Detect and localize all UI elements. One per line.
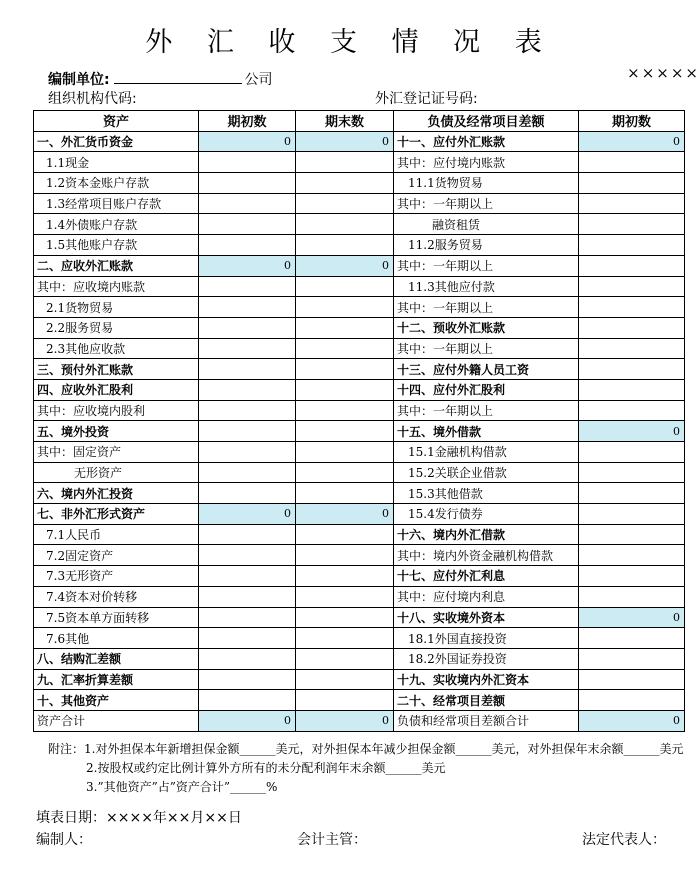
table-row xyxy=(34,400,685,421)
table-row xyxy=(34,421,685,442)
liability-label: 融资租赁 xyxy=(394,214,579,235)
liability-label: 十九、实收境内外汇资本 xyxy=(394,669,579,690)
liability-label: 其中：应付境内利息 xyxy=(394,586,579,607)
table-row xyxy=(34,317,685,338)
asset-label: 无形资产 xyxy=(34,462,199,483)
table-row xyxy=(34,442,685,463)
asset-label: 十、其他资产 xyxy=(34,690,199,711)
liability-begin-cell[interactable] xyxy=(579,566,685,587)
begin-value-cell[interactable]: 0 xyxy=(199,255,296,276)
asset-label: 八、结购汇差额 xyxy=(34,648,199,669)
fill-date: 填表日期：××××年××月××日 xyxy=(36,810,242,826)
liability-label: 15.3其他借款 xyxy=(394,483,579,504)
begin-value-cell[interactable] xyxy=(199,359,296,380)
liability-begin-cell[interactable] xyxy=(579,214,685,235)
liability-begin-cell[interactable] xyxy=(579,193,685,214)
end-value-cell[interactable]: 0 xyxy=(296,131,394,152)
table-row xyxy=(34,462,685,483)
liability-label: 二十、经常项目差额 xyxy=(394,690,579,711)
end-value-cell[interactable] xyxy=(296,400,394,421)
asset-label: 二、应收外汇账款 xyxy=(34,255,199,276)
unit-blank[interactable] xyxy=(114,71,242,84)
begin-value-cell[interactable] xyxy=(199,690,296,711)
liability-begin-cell[interactable] xyxy=(579,173,685,194)
unit-suffix: 公司 xyxy=(244,72,273,88)
begin-value-cell[interactable] xyxy=(199,628,296,649)
liability-begin-cell[interactable] xyxy=(579,524,685,545)
end-value-cell[interactable] xyxy=(296,524,394,545)
unit-line xyxy=(48,69,272,89)
liability-label: 十三、应付外籍人员工资 xyxy=(394,359,579,380)
corner-code: ××××× xyxy=(627,64,700,82)
begin-value-cell[interactable] xyxy=(199,276,296,297)
begin-value-cell[interactable] xyxy=(199,483,296,504)
liability-begin-cell[interactable]: 0 xyxy=(579,131,685,152)
end-value-cell[interactable] xyxy=(296,607,394,628)
table-row xyxy=(34,255,685,276)
liability-label: 其中：应付境内账款 xyxy=(394,152,579,173)
liability-begin-cell[interactable] xyxy=(579,359,685,380)
table-row xyxy=(34,297,685,318)
end-value-cell[interactable] xyxy=(296,566,394,587)
asset-label: 其中：应收境内账款 xyxy=(34,276,199,297)
end-value-cell[interactable] xyxy=(296,359,394,380)
table-row xyxy=(34,710,685,731)
liability-label: 18.2外国证券投资 xyxy=(394,648,579,669)
table-header-row xyxy=(34,111,685,132)
liability-begin-cell[interactable] xyxy=(579,442,685,463)
note-2: 2.按股权或约定比例计算外方所有的未分配利润年末余额______美元 xyxy=(86,761,446,775)
asset-label: 三、预付外汇账款 xyxy=(34,359,199,380)
liability-label: 其中：境内外资金融机构借款 xyxy=(394,545,579,566)
liability-label: 15.1金融机构借款 xyxy=(394,442,579,463)
asset-label: 7.3无形资产 xyxy=(34,566,199,587)
end-value-cell[interactable] xyxy=(296,669,394,690)
col-header-begin: 期初数 xyxy=(199,111,296,132)
end-value-cell[interactable] xyxy=(296,276,394,297)
table-row xyxy=(34,214,685,235)
table-row xyxy=(34,607,685,628)
asset-label: 1.4外债账户存款 xyxy=(34,214,199,235)
liability-begin-cell[interactable] xyxy=(579,338,685,359)
asset-label: 2.1货物贸易 xyxy=(34,297,199,318)
preparer-label: 编制人： xyxy=(36,832,92,848)
end-value-cell[interactable] xyxy=(296,442,394,463)
liability-label: 十七、应付外汇利息 xyxy=(394,566,579,587)
begin-value-cell[interactable] xyxy=(199,669,296,690)
asset-label: 1.5其他账户存款 xyxy=(34,235,199,256)
liability-label: 十五、境外借款 xyxy=(394,421,579,442)
asset-label: 1.3经常项目账户存款 xyxy=(34,193,199,214)
asset-label: 7.4资本对价转移 xyxy=(34,586,199,607)
liability-label: 十六、境内外汇借款 xyxy=(394,524,579,545)
begin-value-cell[interactable] xyxy=(199,607,296,628)
table-row xyxy=(34,338,685,359)
table-row xyxy=(34,483,685,504)
table-row xyxy=(34,193,685,214)
end-value-cell[interactable] xyxy=(296,483,394,504)
end-value-cell[interactable] xyxy=(296,152,394,173)
table-row xyxy=(34,648,685,669)
begin-value-cell[interactable] xyxy=(199,586,296,607)
asset-label: 1.1现金 xyxy=(34,152,199,173)
col-header-end: 期末数 xyxy=(296,111,394,132)
begin-value-cell[interactable] xyxy=(199,566,296,587)
begin-value-cell[interactable] xyxy=(199,462,296,483)
begin-value-cell[interactable] xyxy=(199,379,296,400)
end-value-cell[interactable] xyxy=(296,379,394,400)
table-row xyxy=(34,235,685,256)
end-value-cell[interactable]: 0 xyxy=(296,255,394,276)
table-row xyxy=(34,524,685,545)
begin-value-cell[interactable]: 0 xyxy=(199,131,296,152)
end-value-cell[interactable] xyxy=(296,545,394,566)
liability-label: 11.1货物贸易 xyxy=(394,173,579,194)
end-value-cell[interactable] xyxy=(296,338,394,359)
begin-value-cell[interactable] xyxy=(199,400,296,421)
asset-label: 一、外汇货币资金 xyxy=(34,131,199,152)
col-header-liabilities: 负债及经常项目差额 xyxy=(394,111,579,132)
note-1: 附注：1.对外担保本年新增担保金额______美元，对外担保本年减少担保金额______美元，对外担保年末余额______美元 xyxy=(48,742,684,756)
col-header-assets: 资产 xyxy=(34,111,199,132)
liability-begin-cell[interactable] xyxy=(579,669,685,690)
end-value-cell[interactable] xyxy=(296,462,394,483)
asset-label: 1.2资本金账户存款 xyxy=(34,173,199,194)
begin-value-cell[interactable] xyxy=(199,152,296,173)
reg-no-label: 外汇登记证号码: xyxy=(375,91,478,107)
begin-value-cell[interactable] xyxy=(199,235,296,256)
table-row xyxy=(34,276,685,297)
unit-label: 编制单位: xyxy=(48,72,110,88)
table-row xyxy=(34,152,685,173)
asset-label: 六、境内外汇投资 xyxy=(34,483,199,504)
end-value-cell[interactable] xyxy=(296,628,394,649)
liability-label: 其中：一年期以上 xyxy=(394,338,579,359)
asset-label: 2.3其他应收款 xyxy=(34,338,199,359)
begin-value-cell[interactable] xyxy=(199,193,296,214)
liability-label: 其中：一年期以上 xyxy=(394,400,579,421)
begin-value-cell[interactable] xyxy=(199,214,296,235)
asset-label: 五、境外投资 xyxy=(34,421,199,442)
end-value-cell[interactable] xyxy=(296,297,394,318)
asset-label: 7.6其他 xyxy=(34,628,199,649)
liability-begin-cell[interactable]: 0 xyxy=(579,421,685,442)
notes xyxy=(48,740,683,797)
note-3: 3.”其他资产”占”资产合计”______% xyxy=(86,780,278,794)
liability-begin-cell[interactable] xyxy=(579,400,685,421)
liability-begin-cell[interactable] xyxy=(579,462,685,483)
table-row xyxy=(34,628,685,649)
table-row xyxy=(34,173,685,194)
page-title: 外 汇 收 支 情 况 表 xyxy=(145,27,555,58)
end-value-cell[interactable] xyxy=(296,648,394,669)
begin-value-cell[interactable] xyxy=(199,338,296,359)
table-row xyxy=(34,669,685,690)
liability-label: 其中：一年期以上 xyxy=(394,297,579,318)
liability-label: 十二、预收外汇账款 xyxy=(394,317,579,338)
asset-label: 九、汇率折算差额 xyxy=(34,669,199,690)
liability-begin-cell[interactable] xyxy=(579,690,685,711)
end-value-cell[interactable]: 0 xyxy=(296,710,394,731)
liability-begin-cell[interactable] xyxy=(579,297,685,318)
table-row xyxy=(34,690,685,711)
asset-label: 7.1人民币 xyxy=(34,524,199,545)
asset-label: 其中：应收境内股利 xyxy=(34,400,199,421)
end-value-cell[interactable] xyxy=(296,173,394,194)
asset-label: 2.2服务贸易 xyxy=(34,317,199,338)
asset-label: 7.2固定资产 xyxy=(34,545,199,566)
legal-rep-label: 法定代表人： xyxy=(582,832,666,848)
fx-table xyxy=(33,110,685,732)
liability-begin-cell[interactable] xyxy=(579,379,685,400)
end-value-cell[interactable] xyxy=(296,421,394,442)
table-row xyxy=(34,566,685,587)
liability-begin-cell[interactable]: 0 xyxy=(579,710,685,731)
end-value-cell[interactable] xyxy=(296,214,394,235)
liability-begin-cell[interactable] xyxy=(579,483,685,504)
begin-value-cell[interactable] xyxy=(199,442,296,463)
end-value-cell[interactable]: 0 xyxy=(296,504,394,525)
org-code-label: 组织机构代码: xyxy=(48,91,137,107)
liability-begin-cell[interactable] xyxy=(579,586,685,607)
table-row xyxy=(34,504,685,525)
asset-label: 其中：固定资产 xyxy=(34,442,199,463)
liability-begin-cell[interactable] xyxy=(579,152,685,173)
end-value-cell[interactable] xyxy=(296,193,394,214)
end-value-cell[interactable] xyxy=(296,586,394,607)
begin-value-cell[interactable]: 0 xyxy=(199,504,296,525)
liability-label: 十八、实收境外资本 xyxy=(394,607,579,628)
col-header-begin-2: 期初数 xyxy=(579,111,685,132)
end-value-cell[interactable] xyxy=(296,317,394,338)
table-row xyxy=(34,586,685,607)
liability-begin-cell[interactable] xyxy=(579,628,685,649)
liability-label: 11.3其他应付款 xyxy=(394,276,579,297)
liability-begin-cell[interactable] xyxy=(579,317,685,338)
table-row xyxy=(34,359,685,380)
liability-begin-cell[interactable] xyxy=(579,504,685,525)
liability-begin-cell[interactable] xyxy=(579,276,685,297)
begin-value-cell[interactable] xyxy=(199,317,296,338)
liability-begin-cell[interactable] xyxy=(579,255,685,276)
asset-label: 四、应收外汇股利 xyxy=(34,379,199,400)
begin-value-cell[interactable]: 0 xyxy=(199,710,296,731)
table-row xyxy=(34,379,685,400)
liability-label: 负债和经常项目差额合计 xyxy=(394,710,579,731)
liability-label: 11.2服务贸易 xyxy=(394,235,579,256)
end-value-cell[interactable] xyxy=(296,690,394,711)
begin-value-cell[interactable] xyxy=(199,421,296,442)
accountant-label: 会计主管： xyxy=(297,832,367,848)
table-row xyxy=(34,545,685,566)
begin-value-cell[interactable] xyxy=(199,648,296,669)
asset-label: 7.5资本单方面转移 xyxy=(34,607,199,628)
table-row xyxy=(34,131,685,152)
liability-begin-cell[interactable] xyxy=(579,648,685,669)
begin-value-cell[interactable] xyxy=(199,524,296,545)
liability-label: 十四、应付外汇股利 xyxy=(394,379,579,400)
liability-label: 15.2关联企业借款 xyxy=(394,462,579,483)
liability-label: 其中：一年期以上 xyxy=(394,255,579,276)
begin-value-cell[interactable] xyxy=(199,545,296,566)
asset-label: 资产合计 xyxy=(34,710,199,731)
liability-label: 其中：一年期以上 xyxy=(394,193,579,214)
liability-begin-cell[interactable]: 0 xyxy=(579,607,685,628)
liability-label: 十一、应付外汇账款 xyxy=(394,131,579,152)
liability-label: 18.1外国直接投资 xyxy=(394,628,579,649)
liability-label: 15.4发行债券 xyxy=(394,504,579,525)
begin-value-cell[interactable] xyxy=(199,297,296,318)
liability-begin-cell[interactable] xyxy=(579,235,685,256)
end-value-cell[interactable] xyxy=(296,235,394,256)
liability-begin-cell[interactable] xyxy=(579,545,685,566)
begin-value-cell[interactable] xyxy=(199,173,296,194)
asset-label: 七、非外汇形式资产 xyxy=(34,504,199,525)
